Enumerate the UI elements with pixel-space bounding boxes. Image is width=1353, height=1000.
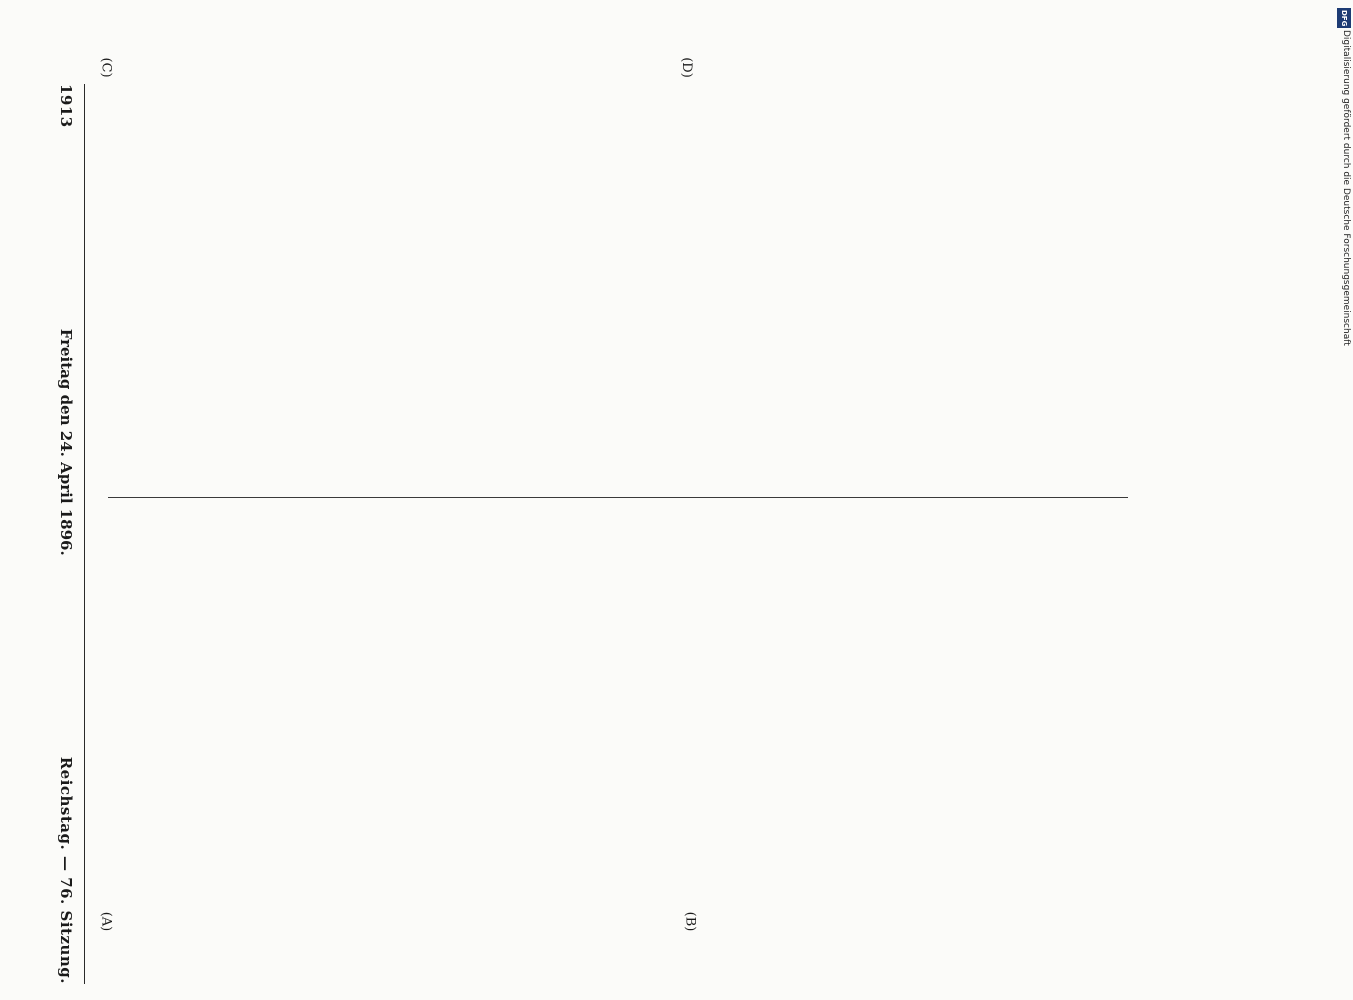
session-date: Freitag den 24. April 1896. <box>57 328 75 556</box>
digitization-note: Digitalisierung gefördert durch die Deutsche Forschungsgemeinschaft <box>1341 30 1351 346</box>
margin-marker-c: (C) <box>98 57 114 78</box>
page-number: 1913 <box>57 84 75 128</box>
column-divider <box>108 497 1128 498</box>
margin-marker-a: (A) <box>98 911 114 932</box>
margin-marker-d: (D) <box>678 57 694 78</box>
page-header <box>54 84 78 984</box>
header-rule <box>84 84 85 984</box>
session-title: Reichstag. — 76. Sitzung. <box>57 756 75 984</box>
dfg-logo: DFG <box>1337 8 1351 28</box>
margin-marker-b: (B) <box>682 911 698 932</box>
